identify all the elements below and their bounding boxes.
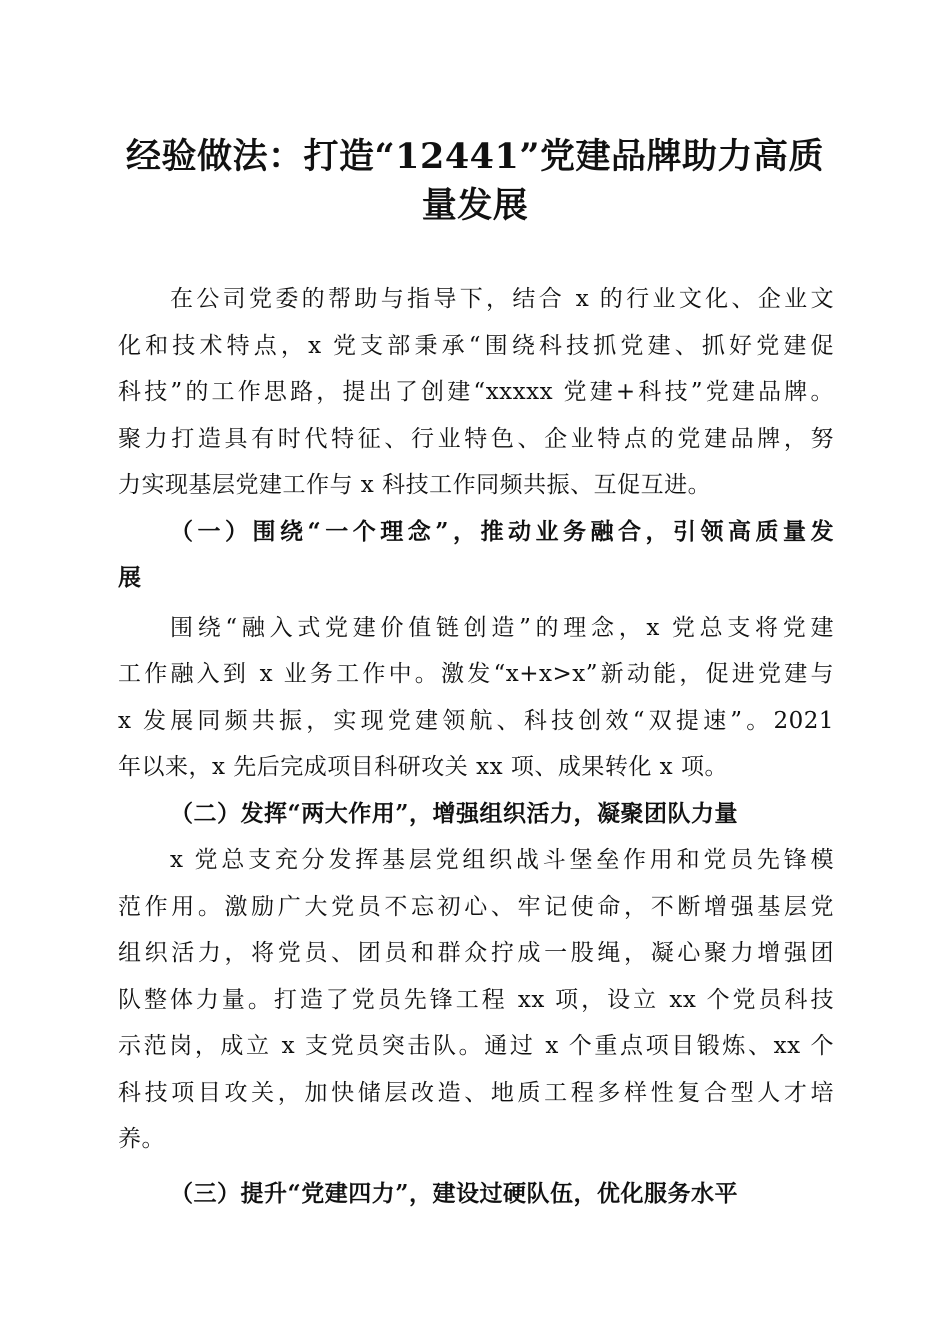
paragraph-line: 队整体力量。打造了党员先锋工程 xx 项，设立 xx 个党员科技	[118, 986, 834, 1013]
section-1	[118, 509, 834, 791]
section-heading: 展	[118, 564, 142, 591]
intro-paragraph	[118, 276, 834, 509]
section-heading: （二）发挥“两大作用”，增强组织活力，凝聚团队力量	[170, 799, 738, 827]
paragraph-line: 示范岗，成立 x 支党员突击队。通过 x 个重点项目锻炼、xx 个	[118, 1033, 834, 1059]
section-3	[118, 1171, 834, 1218]
section-2	[118, 791, 834, 1163]
paragraph-line: 科技项目攻关，加快储层改造、地质工程多样性复合型人才培	[118, 1079, 834, 1106]
paragraph-line: 养。	[118, 1126, 165, 1152]
paragraph-line: 范作用。激励广大党员不忘初心、牢记使命，不断增强基层党	[118, 893, 834, 920]
paragraph-line: 工作融入到 x 业务工作中。激发“x+x>x”新动能，促进党建与	[118, 661, 834, 687]
document-body	[118, 276, 834, 1217]
paragraph-line: 围绕“融入式党建价值链创造”的理念，x 党总支将党建	[170, 614, 834, 641]
paragraph-line: 聚力打造具有时代特征、行业特色、企业特点的党建品牌，努	[118, 425, 834, 452]
title-line: 量发展	[421, 185, 529, 226]
paragraph-line: 化和技术特点，x 党支部秉承“围绕科技抓党建、抓好党建促	[118, 332, 834, 359]
paragraph-line: 科技”的工作思路，提出了创建“xxxxx 党建+科技”党建品牌。	[118, 379, 834, 405]
paragraph-line: 年以来，x 先后完成项目科研攻关 xx 项、成果转化 x 项。	[118, 754, 728, 780]
section-heading: （一）围绕“一个理念”，推动业务融合，引领高质量发	[170, 517, 834, 545]
paragraph-line: x 发展同频共振，实现党建领航、科技创效“双提速”。2021	[118, 707, 834, 734]
document-title	[100, 132, 850, 230]
paragraph-line: 组织活力，将党员、团员和群众拧成一股绳，凝心聚力增强团	[118, 940, 834, 966]
paragraph-line: 在公司党委的帮助与指导下，结合 x 的行业文化、企业文	[170, 286, 834, 312]
title-line: 经验做法：打造“12441”党建品牌助力高质	[125, 136, 825, 177]
paragraph-line: 力实现基层党建工作与 x 科技工作同频共振、互促互进。	[118, 472, 712, 498]
section-heading: （三）提升“党建四力”，建设过硬队伍，优化服务水平	[170, 1179, 738, 1207]
paragraph-line: x 党总支充分发挥基层党组织战斗堡垒作用和党员先锋模	[170, 847, 834, 873]
